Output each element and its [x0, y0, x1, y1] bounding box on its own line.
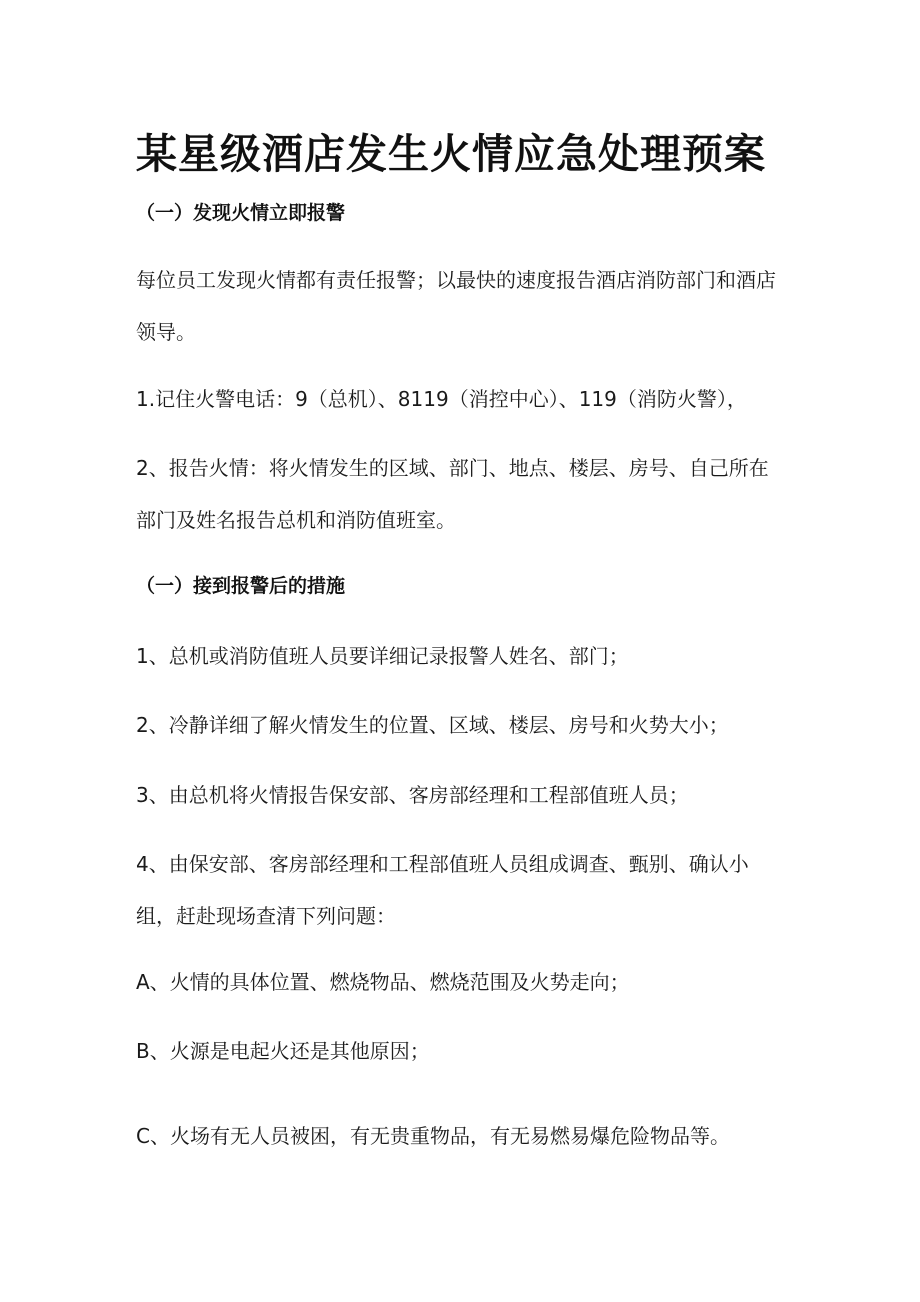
list-item-notify-departments — [136, 769, 786, 821]
paragraph-line: 1、总机或消防值班人员要详细记录报警人姓名、部门； — [136, 644, 629, 668]
section-heading-report: （一）发现火情立即报警 — [136, 202, 346, 224]
paragraph-line: 4、由保安部、客房部经理和工程部值班人员组成调查、甄别、确认小 — [136, 852, 749, 876]
paragraph-line: 3、由总机将火情报告保安部、客房部经理和工程部值班人员； — [136, 783, 689, 807]
list-item-a — [136, 956, 786, 1008]
list-item-c — [136, 1110, 786, 1162]
paragraph-line: B、火源是电起火还是其他原因； — [136, 1039, 430, 1063]
paragraph-line: A、火情的具体位置、燃烧物品、燃烧范围及火势走向； — [136, 970, 630, 994]
paragraph-line: 1.记住火警电话：9（总机）、8119（消控中心）、119（消防火警）， — [136, 387, 747, 411]
list-item-form-team — [136, 838, 786, 942]
list-item-record-caller — [136, 630, 786, 682]
document-title: 某星级酒店发生火情应急处理预案 — [136, 130, 766, 178]
list-item-report-fire — [136, 442, 786, 546]
paragraph-line: 2、报告火情：将火情发生的区域、部门、地点、楼层、房号、自己所在 — [136, 456, 769, 480]
list-item-b — [136, 1025, 786, 1077]
section-heading-measures: （一）接到报警后的措施 — [136, 575, 346, 597]
paragraph-line: 组，赶赴现场查清下列问题： — [136, 904, 396, 928]
paragraph-line: 领导。 — [136, 320, 196, 344]
list-item-understand-fire — [136, 699, 786, 751]
paragraph-line: 2、冷静详细了解火情发生的位置、区域、楼层、房号和火势大小； — [136, 713, 729, 737]
paragraph-line: 部门及姓名报告总机和消防值班室。 — [136, 508, 456, 532]
paragraph-line: 每位员工发现火情都有责任报警；以最快的速度报告酒店消防部门和酒店 — [136, 268, 776, 292]
list-item-fire-phone — [136, 373, 786, 425]
paragraph-intro — [136, 254, 786, 358]
paragraph-line: C、火场有无人员被困，有无贵重物品，有无易燃易爆危险物品等。 — [136, 1124, 730, 1148]
